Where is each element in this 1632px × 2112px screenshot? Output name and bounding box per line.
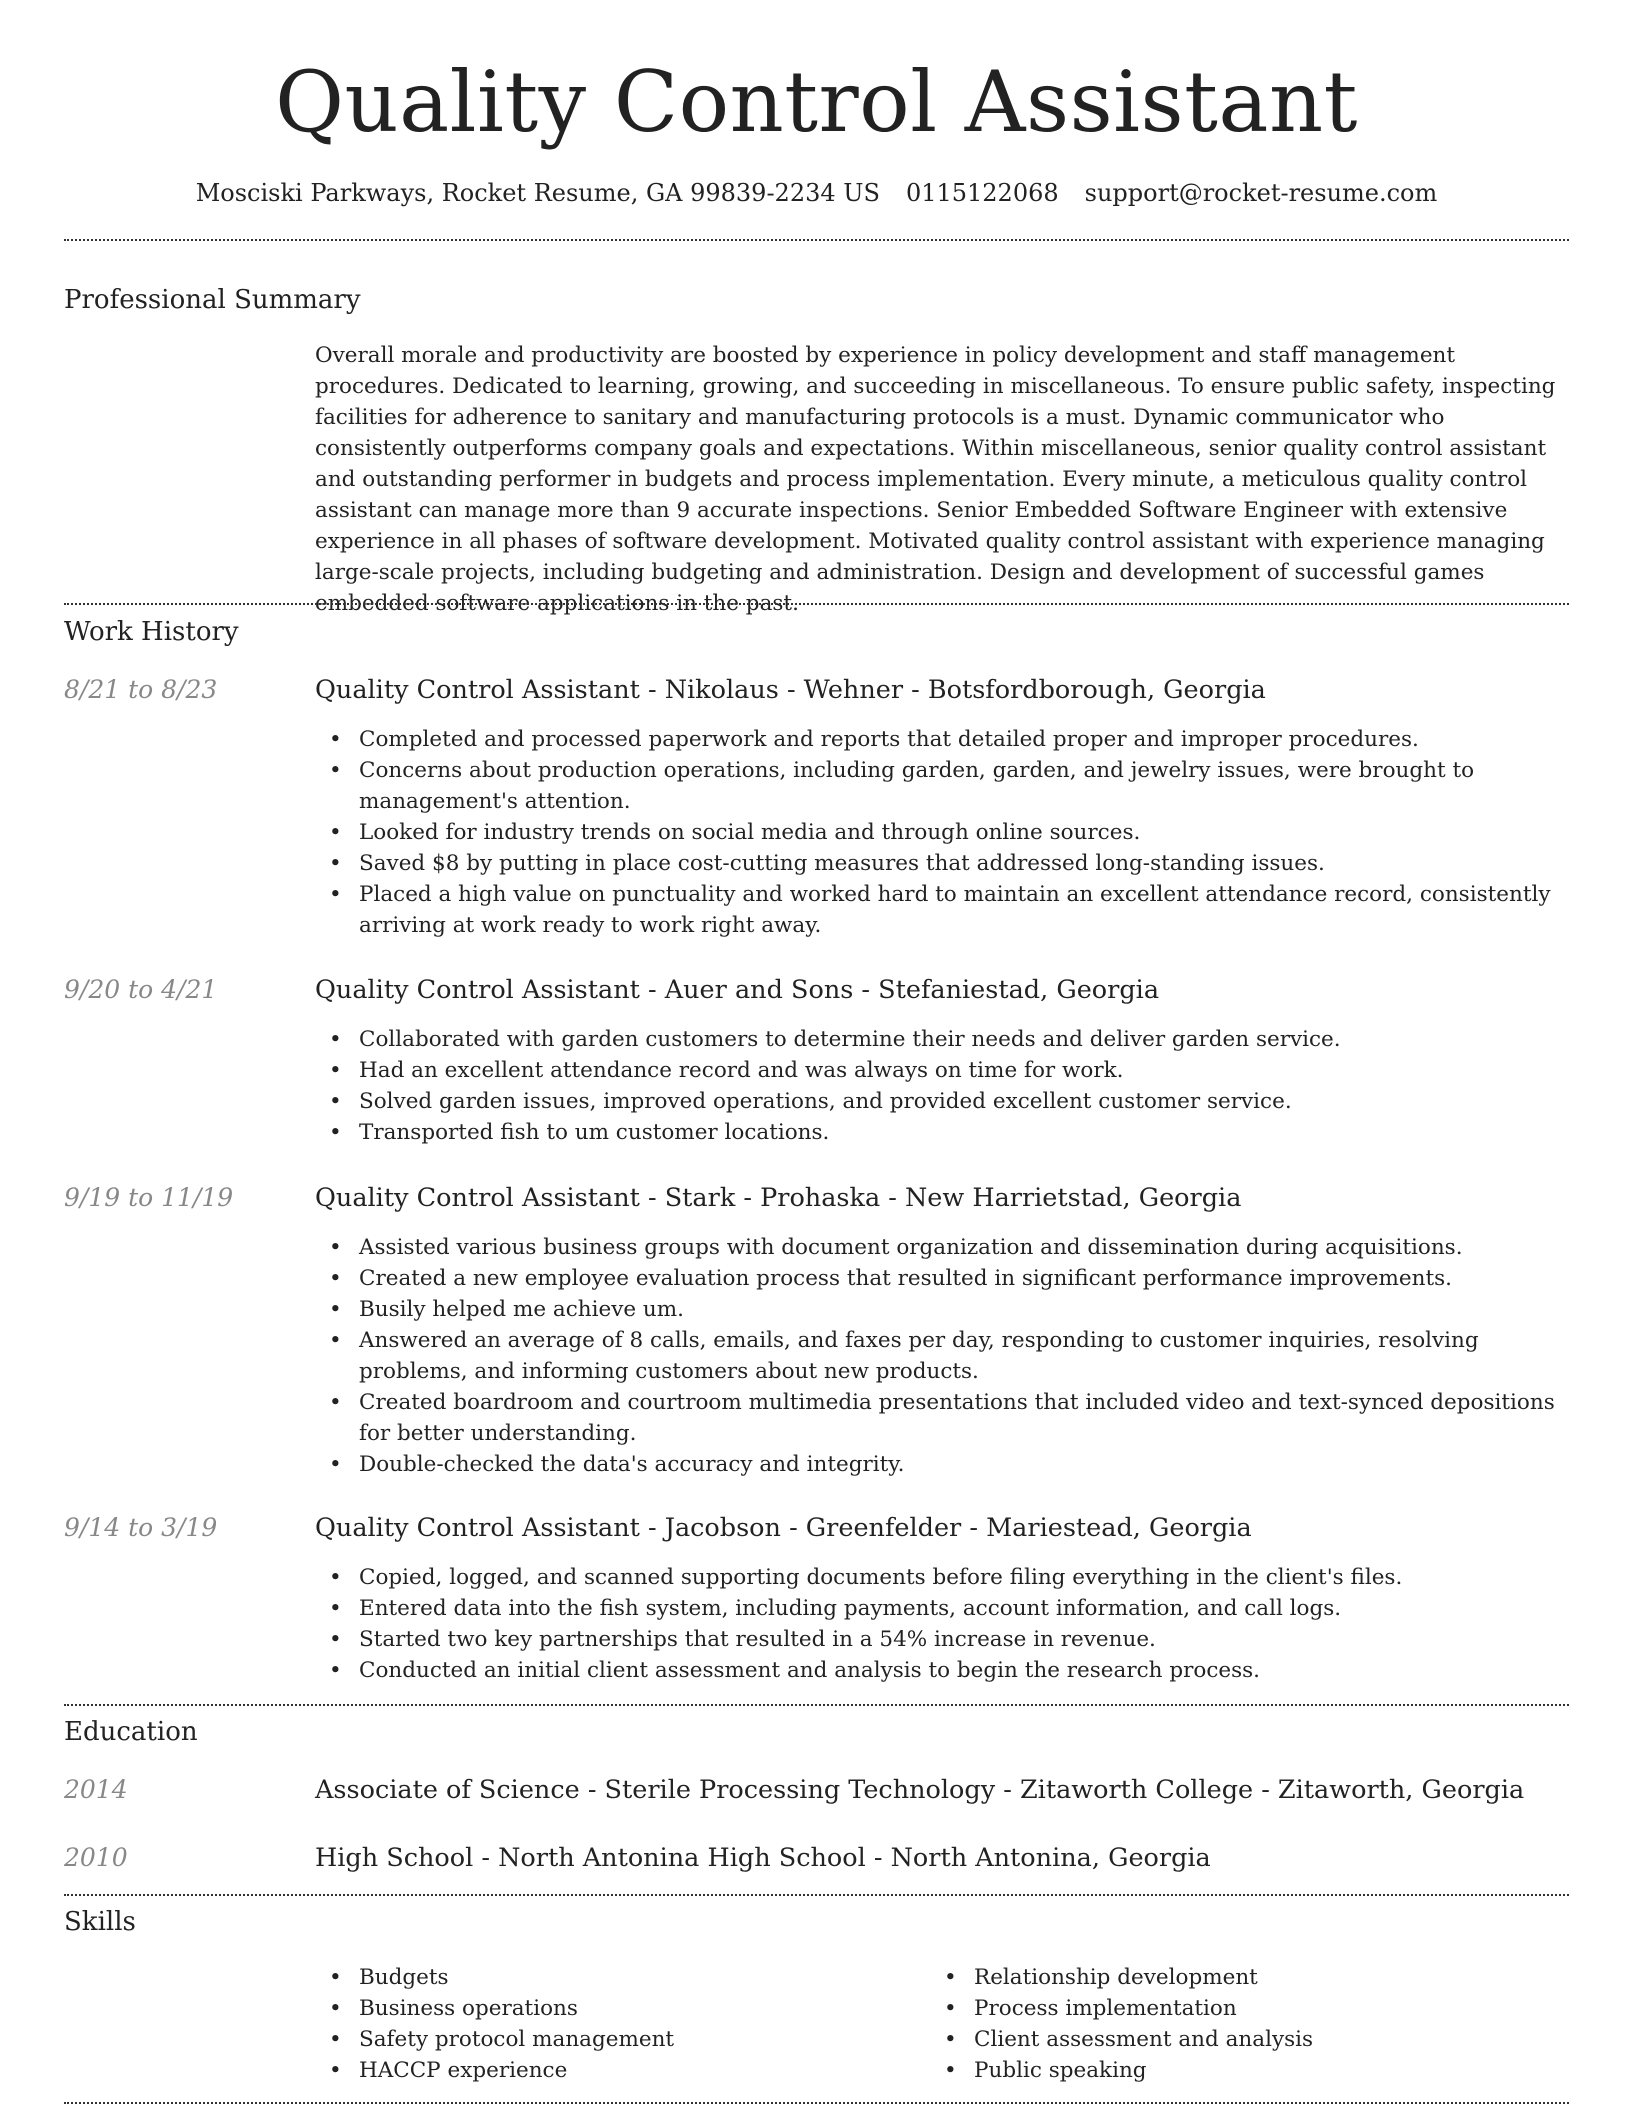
list-item: • Public speaking — [930, 2055, 1569, 2086]
resume-name: Quality Control Assistant — [275, 53, 1358, 151]
job-bullet-list — [315, 1024, 1569, 1148]
list-item: • Safety protocol management — [315, 2024, 930, 2055]
job-title: Quality Control Assistant - Nikolaus - Wehner - Botsfordborough, Georgia — [315, 675, 1266, 705]
job-bullet-list — [315, 724, 1569, 941]
list-item: • Entered data into the fish system, including payments, account information, and call logs. — [315, 1593, 1569, 1624]
section-divider — [64, 2102, 1569, 2104]
work-history-heading: Work History — [64, 617, 239, 647]
job-title: Quality Control Assistant - Jacobson - Greenfelder - Mariestead, Georgia — [315, 1513, 1252, 1543]
section-divider — [64, 1704, 1569, 1706]
list-item: • HACCP experience — [315, 2055, 930, 2086]
list-item: • Concerns about production operations, including garden, garden, and jewelry issues, were brought to management's attention. — [315, 755, 1569, 817]
contact-line — [64, 178, 1569, 208]
summary-heading: Professional Summary — [64, 285, 361, 315]
job-bullet-list — [315, 1562, 1569, 1686]
contact-phone: 0115122068 — [905, 179, 1059, 207]
list-item: • Answered an average of 8 calls, emails, and faxes per day, responding to customer inquiries, resolving problems, and informing customers about new products. — [315, 1325, 1569, 1387]
education-degree: Associate of Science - Sterile Processing Technology - Zitaworth College - Zitaworth, Georgia — [315, 1775, 1525, 1805]
list-item: • Assisted various business groups with document organization and dissemination during acquisitions. — [315, 1232, 1569, 1263]
list-item: • Conducted an initial client assessment and analysis to begin the research process. — [315, 1655, 1569, 1686]
education-heading: Education — [64, 1717, 198, 1747]
section-divider — [64, 603, 1569, 605]
list-item: • Busily helped me achieve um. — [315, 1294, 1569, 1325]
list-item: • Solved garden issues, improved operations, and provided excellent customer service. — [315, 1086, 1569, 1117]
job-title: Quality Control Assistant - Stark - Prohaska - New Harrietstad, Georgia — [315, 1183, 1242, 1213]
list-item: • Completed and processed paperwork and reports that detailed proper and improper procedures. — [315, 724, 1569, 755]
resume-page — [64, 0, 1569, 2083]
job-title: Quality Control Assistant - Auer and Sons - Stefaniestad, Georgia — [315, 975, 1160, 1005]
job-dates: 9/19 to 11/19 — [64, 1183, 234, 1212]
list-item: • Had an excellent attendance record and was always on time for work. — [315, 1055, 1569, 1086]
list-item: • Transported fish to um customer locations. — [315, 1117, 1569, 1148]
list-item: • Started two key partnerships that resulted in a 54% increase in revenue. — [315, 1624, 1569, 1655]
list-item: • Created boardroom and courtroom multimedia presentations that included video and text-synced depositions for better understanding. — [315, 1387, 1569, 1449]
job-dates: 9/20 to 4/21 — [64, 975, 218, 1004]
list-item: • Client assessment and analysis — [930, 2024, 1569, 2055]
contact-address: Mosciski Parkways, Rocket Resume, GA 99839-2234 US — [195, 179, 880, 207]
list-item: • Relationship development — [930, 1962, 1569, 1993]
list-item: • Placed a high value on punctuality and worked hard to maintain an excellent attendance record, consistently arriving at work ready to work right away. — [315, 879, 1569, 941]
skills-list-left — [315, 1962, 930, 2086]
summary-text: Overall morale and productivity are boosted by experience in policy development and staff management procedures. Dedicated to learning, growing, and succeeding in miscellaneous. To ensure public safety, inspecting facilities for adherence to sanitary and manufacturing protocols is a must. Dynamic communicator who consistently outperforms company goals and expectations. Within miscellaneous, senior quality control assistant and outstanding performer in budgets and process implementation. Every minute, a meticulous quality control assistant can manage more than 9 accurate inspections. Senior Embedded Software Engineer with extensive experience in all phases of software development. Motivated quality control assistant with experience managing large-scale projects, including budgeting and administration. Design and development of successful games embedded software applications in the past. — [315, 343, 1556, 616]
skills-heading: Skills — [64, 1907, 136, 1937]
list-item: • Collaborated with garden customers to determine their needs and deliver garden service. — [315, 1024, 1569, 1055]
list-item: • Double-checked the data's accuracy and integrity. — [315, 1449, 1569, 1480]
list-item: • Saved $8 by putting in place cost-cutting measures that addressed long-standing issues. — [315, 848, 1569, 879]
list-item: • Business operations — [315, 1993, 930, 2024]
list-item: • Budgets — [315, 1962, 930, 1993]
section-divider — [64, 1894, 1569, 1896]
section-divider — [64, 239, 1569, 241]
list-item: • Process implementation — [930, 1993, 1569, 2024]
list-item: • Looked for industry trends on social media and through online sources. — [315, 817, 1569, 848]
list-item: • Created a new employee evaluation process that resulted in significant performance improvements. — [315, 1263, 1569, 1294]
skills-list-right — [930, 1962, 1569, 2086]
job-dates: 8/21 to 8/23 — [64, 675, 218, 704]
contact-email[interactable]: support@rocket-resume.com — [1084, 179, 1438, 207]
education-degree: High School - North Antonina High School - North Antonina, Georgia — [315, 1843, 1211, 1873]
list-item: • Copied, logged, and scanned supporting documents before filing everything in the client's files. — [315, 1562, 1569, 1593]
job-dates: 9/14 to 3/19 — [64, 1513, 218, 1542]
education-year: 2014 — [64, 1775, 128, 1804]
education-year: 2010 — [64, 1843, 128, 1872]
job-bullet-list — [315, 1232, 1569, 1480]
